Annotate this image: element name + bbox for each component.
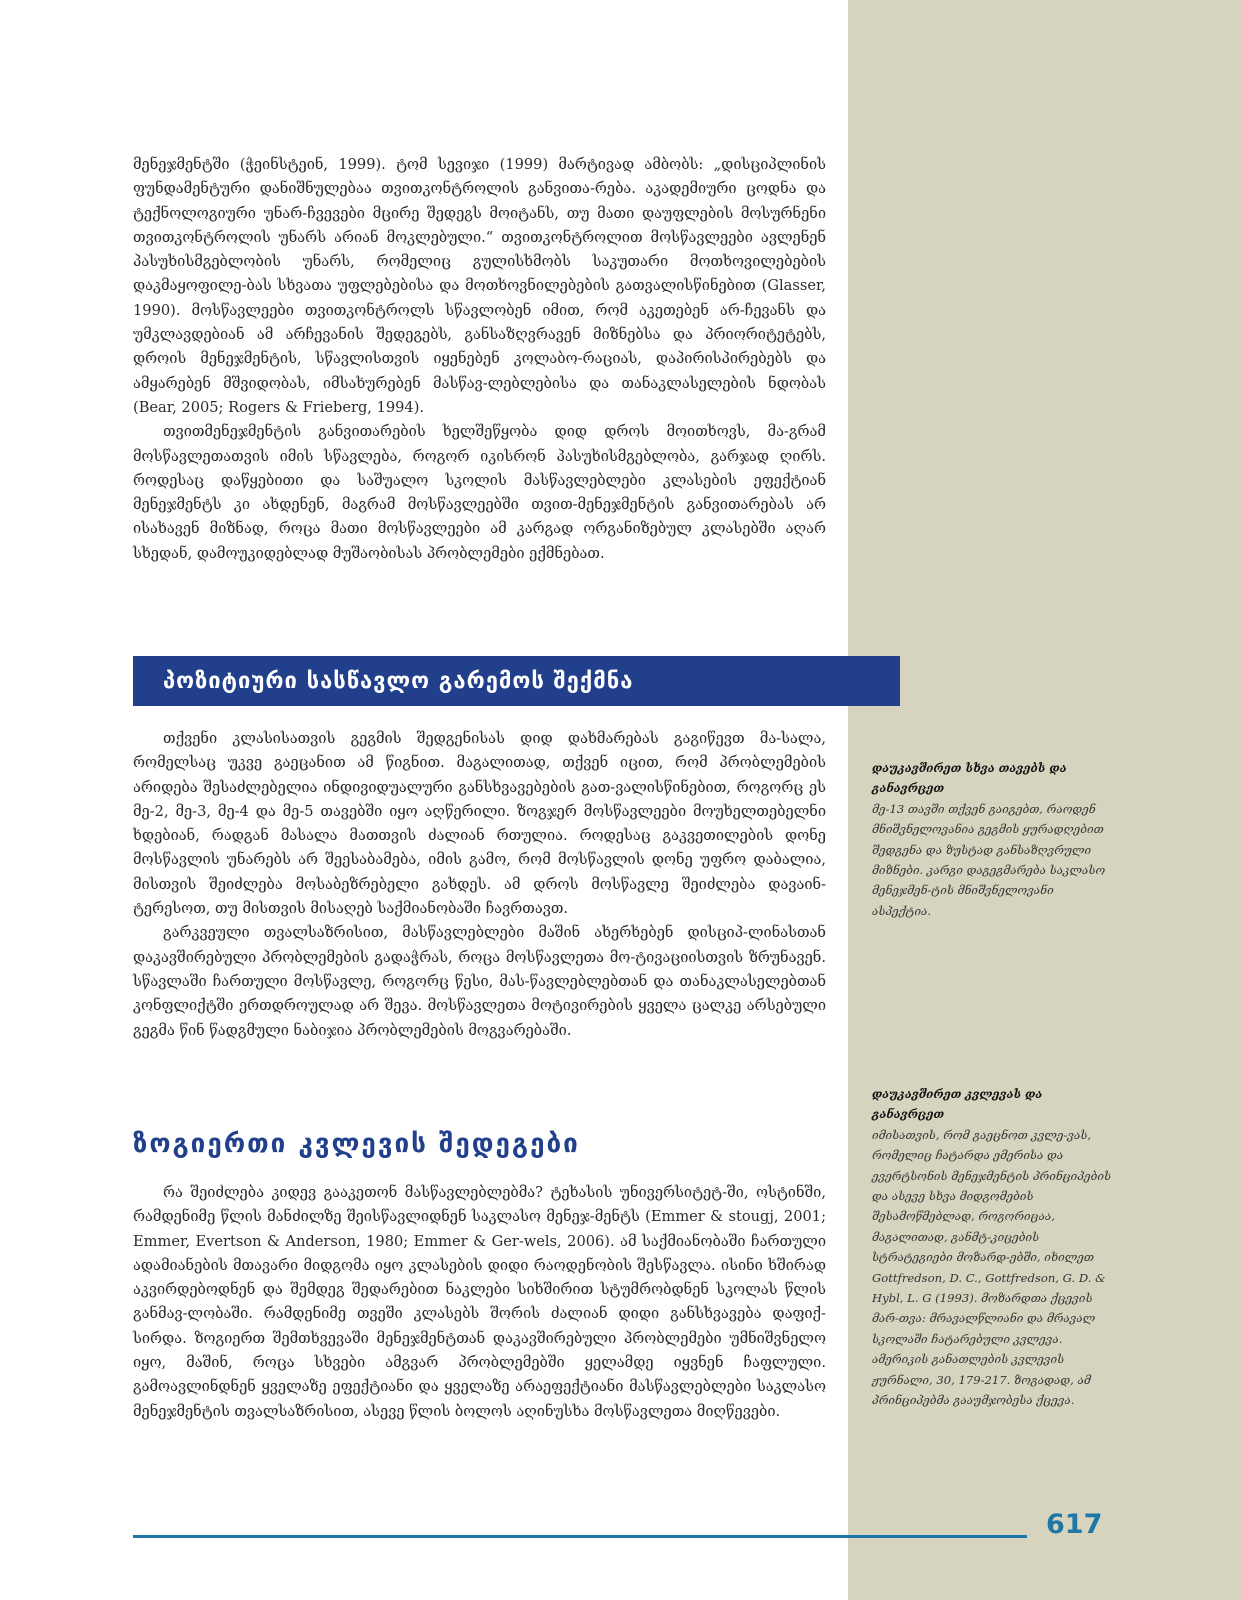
paragraph: გარკვეული თვალსაზრისით, მასწავლებლები მაშინ ახერხებენ დისციპ-ლინასთან დაკავშირებული პრობლემების გადაჭრას, როცა მოსწავლეთა მო-ტივაციისთვის ზრუნავენ. სწავლაში ჩართული მოსწავლე, როგორც წესი, მას-წავლებლებთან და თანაკლასელებთან კონფლიქტში ერთდროულად არ შევა. მოსწავლეთა მოტივირების ყველა ცალკე არსებული გეგმა წინ წადგმული ნაბიჯია პრობლემების მოგვარებაში.: [133, 924, 826, 1039]
note-body: მე-13 თავში თქვენ გაიგებთ, რაოდენ მნიშვნელოვანია გეგმის ყურადღებით შედგენა და ზუსტად განსაზღვრული მიზნები. კარგი დაგეგმარება საკლასო მენეჯმენ-ტის მნიშვნელოვანი ასპექტია.: [872, 801, 1106, 918]
body-text-bottom: [133, 1181, 826, 1424]
page-number: 617: [1046, 1509, 1103, 1540]
body-text-top: [133, 153, 826, 566]
section-banner: [133, 656, 900, 706]
section-title: პოზიტიური სასწავლო გარემოს შექმნა: [163, 668, 634, 694]
note-body: იმისათვის, რომ გაეცნოთ კვლე-ვას, რომელიც ჩატარდა ემერისა და ევერტსონის მენეჯმენტის პრინციპების და ასევე სხვა მიდგომების შესამოწმებლად, როგორიცაა, მაგალითად, განმტ-კიცების სტრატეგიები მოზარდ-ებში, იხილეთ Gottfredson, D. C., Gottfredson, G. D. & Hybl, L. G (1993). მოზარდთა ქცევის მარ-თვა: მრავალწლიანი და მრავალ სკოლაში ჩატარებული კვლევა. ამერიკის განათლების კვლევის ჟურნალი, 30, 179-217. ზოგადად, ამ პრინციპებმა გააუმჯობესა ქცევა.: [872, 1127, 1111, 1408]
sidebar-note-research: [872, 1084, 1112, 1411]
paragraph: თვითმენეჯმენტის განვითარების ხელშეწყობა დიდ დროს მოითხოვს, მა-გრამ მოსწავლეთათვის იმის სწავლება, როგორ იკისრონ პასუხისმგებლობა, გარჯად ღირს. როდესაც დაწყებითი და საშუალო სკოლის მასწავლებლები კლასების ეფექტიან მენეჯმენტს კი ახდენენ, მაგრამ მოსწავლეებში თვით-მენეჯმენტის განვითარებას არ ისახავენ მიზნად, როცა მათი მოსწავლეები ამ კარგად ორგანიზებულ კლასებში აღარ სხედან, დამოუკიდებლად მუშაობისას პრობლემები ექმნებათ.: [133, 423, 826, 562]
section-heading: ზოგიერთი კვლევის შედეგები: [133, 1129, 580, 1159]
note-title: დაუკავშირეთ კვლევას და განავრცეთ: [872, 1087, 1043, 1122]
paragraph: თქვენი კლასისათვის გეგმის შედგენისას დიდ დახმარებას გაგიწევთ მა-სალა, რომელსაც უკვე გაეცანით ამ წიგნით. მაგალითად, თქვენ იცით, რომ პრობლემების არიდება შესაძლებელია ინდივიდუალური განსხვავებების გათ-ვალისწინებით, როგორც ეს მე-2, მე-3, მე-4 და მე-5 თავებში იყო აღწერილი. ზოგჯერ მოსწავლეები მოუხელთებელნი ხდებიან, რადგან მასალა მათთვის ძალიან რთულია. როდესაც გაკვეთილების დონე მოსწავლის უნარებს არ შეესაბამება, იმის გამო, რომ მოსწავლის დონე უფრო დაბალია, მისთვის შეიძლება მოსაბეზრებელი გახდეს. ამ დროს მოსწავლე შეიძლება დავაინ-ტერესოთ, თუ მისთვის მისაღებ საქმიანობაში ჩავრთავთ.: [133, 730, 826, 918]
note-title: დაუკავშირეთ სხვა თავებს და განავრცეთ: [872, 761, 1067, 796]
sidebar-note-chapters: [872, 758, 1112, 921]
paragraph: რა შეიძლება კიდევ გააკეთონ მასწავლებლებმა? ტეხასის უნივერსიტეტ-ში, ოსტინში, რამდენიმე წლის მანძილზე შეისწავლიდნენ საკლასო მენეჯ-მენტს (Emmer & stougj, 2001; Emmer, Evertson & Anderson, 1980; Emmer & Ger-wels, 2006). ამ საქმიანობაში ჩართული ადამიანების მთავარი მიდგომა იყო კლასების დიდი რაოდენობის შესწავლა. ისინი ხშირად აკვირდებოდნენ და შემდეგ შედარებით ნაკლები სიხშირით სტუმრობდნენ სკოლას წლის განმავ-ლობაში. რამდენიმე თვეში კლასებს შორის ძალიან დიდი განსხვავება დაფიქ-სირდა. ზოგიერთ შემთხვევაში მენეჯმენტთან დაკავშირებული პრობლემები უმნიშვნელო იყო, მაშინ, როცა სხვები ამგვარ პრობლემებში ყელამდე იყვნენ ჩაფლული. გამოავლინდნენ ყველაზე ეფექტიანი და ყველაზე არაეფექტიანი მასწავლებლები საკლასო მენეჯმენტის თვალსაზრისით, ასევე წლის ბოლოს აღინუსხა მოსწავლეთა მიღწევები.: [133, 1184, 826, 1420]
paragraph: მენეჯმენტში (ჭეინსტეინ, 1999). ტომ სევიჯი (1999) მარტივად ამბობს: „დისციპლინის ფუნდამენტური დანიშნულებაა თვითკონტროლის განვითა-რება. აკადემიური ცოდნა და ტექნოლოგიური უნარ-ჩვევები მცირე შედეგს მოიტანს, თუ მათი დაუფლების მოსურნენი თვითკონტროლის უნარს არიან მოკლებული.“ თვითკონტროლით მოსწავლეები ავლენენ პასუხისმგებლობის უნარს, რომელიც გულისხმობს საკუთარი მოთხოვილებების დაკმაყოფილე-ბას სხვათა უფლებებისა და მოთხოვნილებების გათვალისწინებით (Glasser, 1990). მოსწავლეები თვითკონტროლს სწავლობენ იმით, რომ აკეთებენ არ-ჩევანს და უმკლავდებიან ამ არჩევანის შედეგებს, განსაზღვრავენ მიზნებსა და პრიორიტეტებს, დროის მენეჯმენტის, სწავლისთვის იყენებენ კოლაბო-რაციას, დაპირისპირებებს და ამყარებენ მშვიდობას, იმსახურებენ მასწავ-ლებლებისა და თანაკლასელების ნდობას (Bear, 2005; Rogers & Frieberg, 1994).: [133, 156, 826, 416]
body-text-middle: [133, 727, 826, 1043]
footer-rule: [133, 1535, 1027, 1538]
